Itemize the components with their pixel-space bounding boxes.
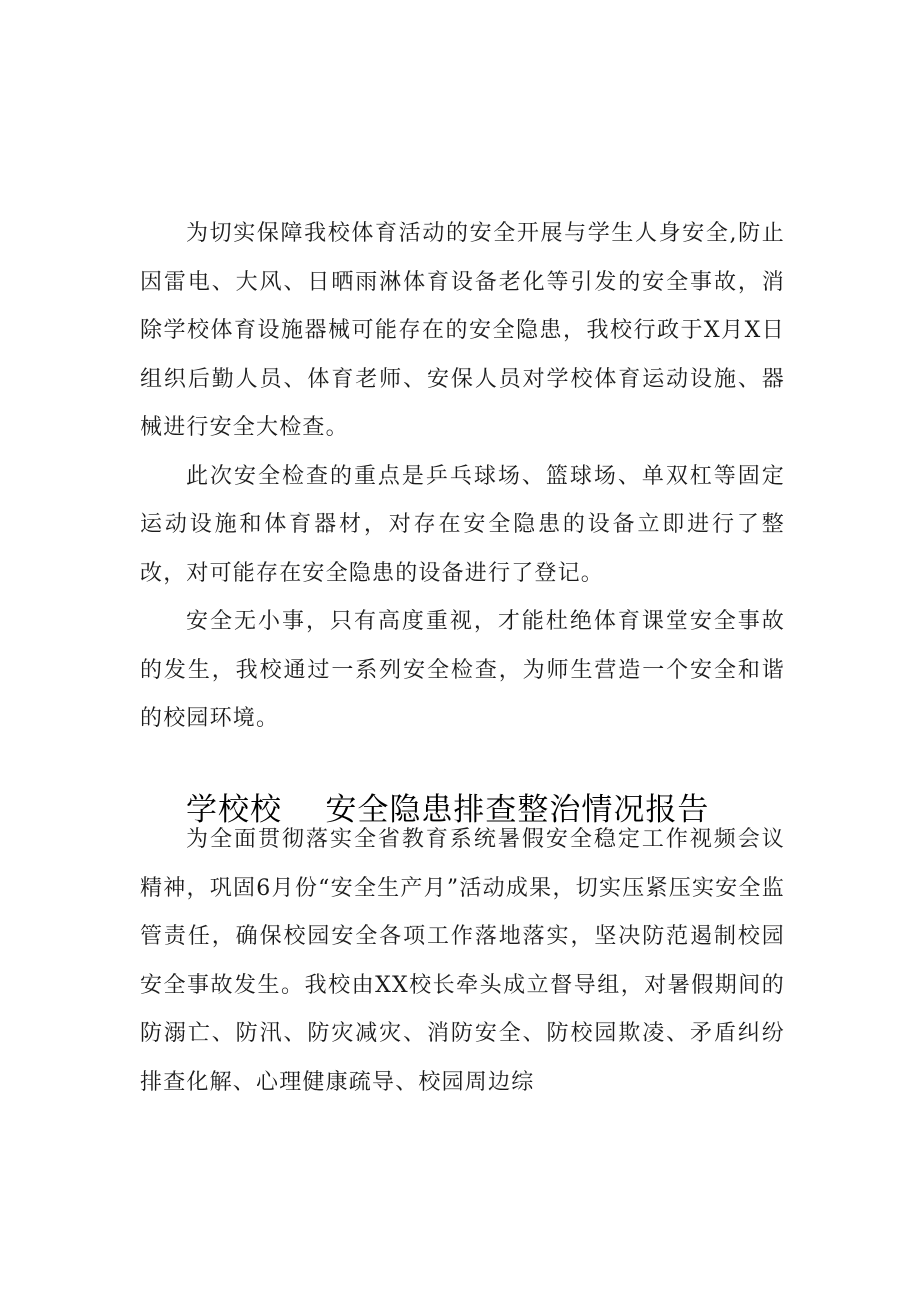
paragraph: 为全面贯彻落实全省教育系统暑假安全稳定工作视频会议精神，巩固6月份“安全生产月”活动成果，切实压紧压实安全监管责任，确保校园安全各项工作落地落实，坚决防范遏制校园安全事故发生。我校由XX校长牵头成立督导组，对暑假期间的防溺亡、防汛、防灾减灾、消防安全、防校园欺凌、矛盾纠纷排查化解、心理健康疏导、校园周边综: [140, 827, 785, 1095]
paragraph: 安全无小事，只有高度重视，才能杜绝体育课堂安全事故的发生，我校通过一系列安全检查，为师生营造一个安全和谐的校园环境。: [140, 609, 785, 731]
inspection-report-body: [140, 210, 785, 744]
report-title: 学校校 安全隐患排查整治情况报告: [186, 792, 710, 828]
paragraph: 为切实保障我校体育活动的安全开展与学生人身安全,防止因雷电、大风、日晒雨淋体育设备老化等引发的安全事故，消除学校体育设施器械可能存在的安全隐患，我校行政于X月X日组织后勤人员、体育老师、安保人员对学校体育运动设施、器械进行安全大检查。: [140, 221, 785, 440]
paragraph: 此次安全检查的重点是乒乓球场、篮球场、单双杠等固定运动设施和体育器材，对存在安全隐患的设备立即进行了整改，对可能存在安全隐患的设备进行了登记。: [140, 463, 785, 586]
rectification-report-body: [140, 816, 785, 1107]
